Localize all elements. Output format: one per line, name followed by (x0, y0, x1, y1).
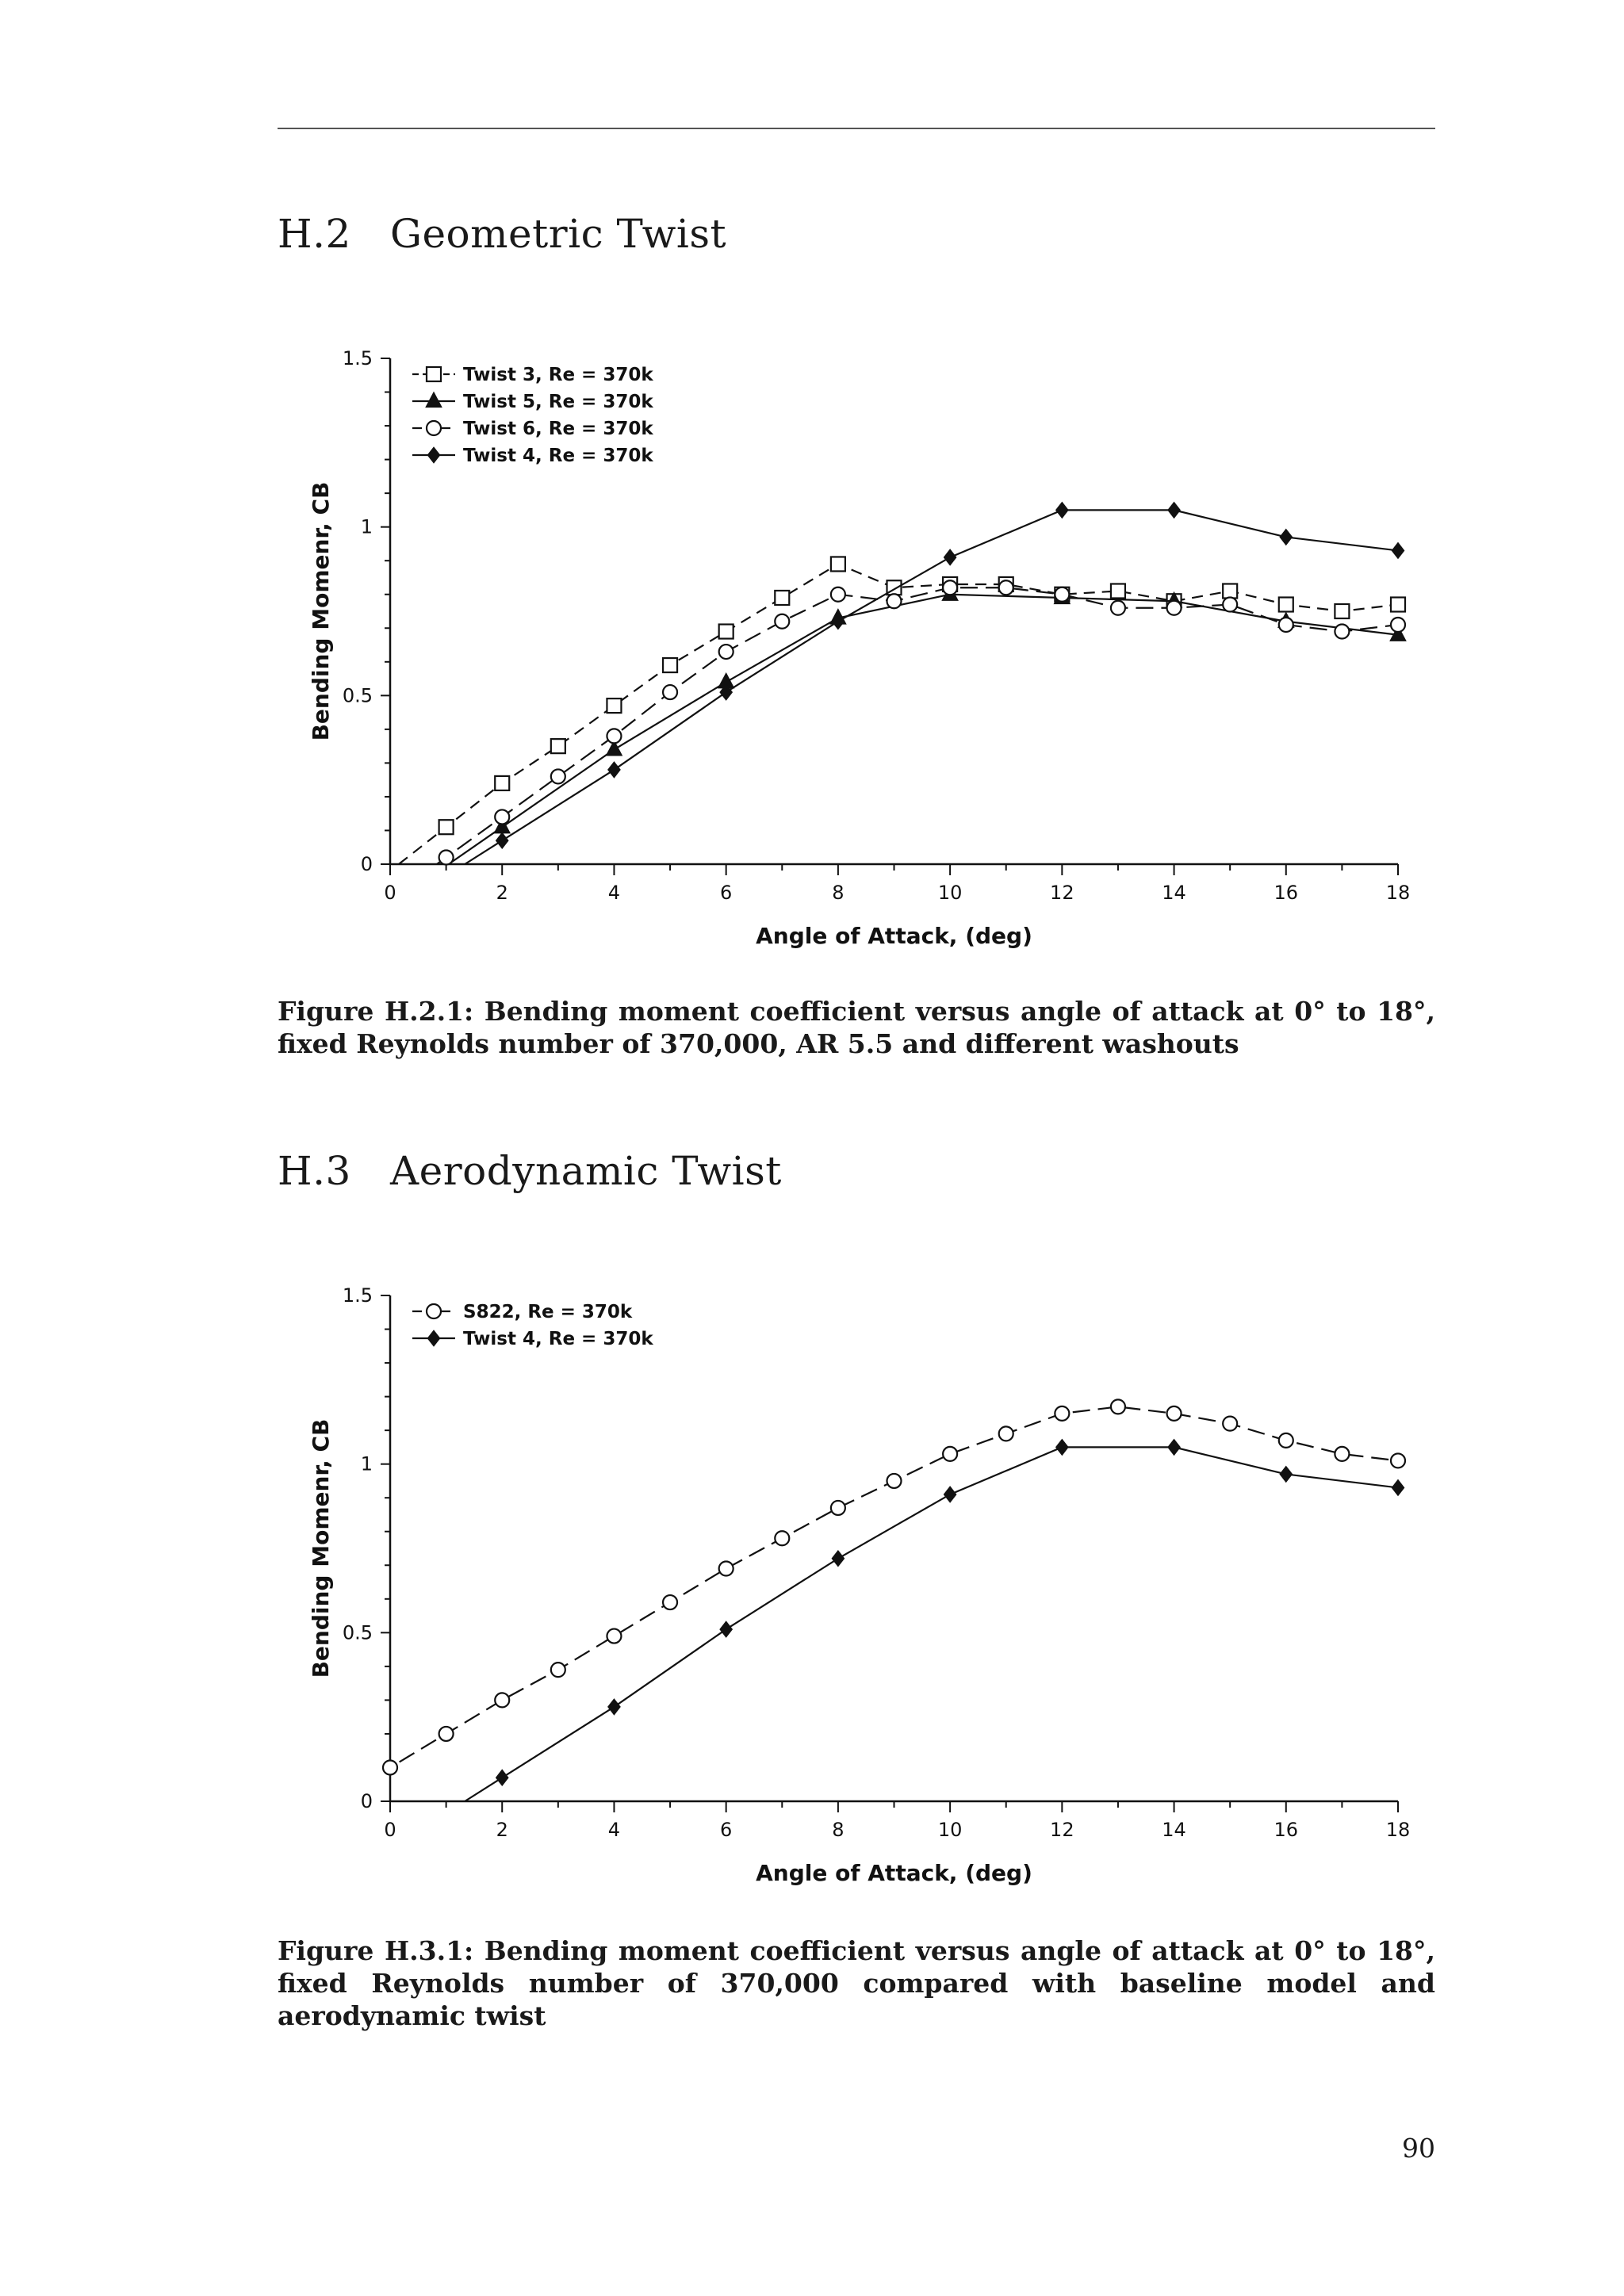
series-twist-3 (399, 557, 1405, 864)
data-point (439, 850, 454, 864)
data-point (1391, 597, 1405, 611)
data-point (607, 698, 621, 713)
data-point (608, 1700, 619, 1714)
bending-moment-chart-aerodynamic-twist (301, 1278, 1427, 1896)
x-tick-label: 18 (1385, 882, 1411, 904)
data-point (944, 1487, 956, 1502)
data-point (719, 645, 733, 659)
x-tick-label: 6 (720, 1819, 733, 1841)
data-point (495, 809, 509, 824)
data-point (1281, 1467, 1292, 1481)
x-tick-label: 18 (1385, 1819, 1411, 1841)
data-point (831, 587, 845, 602)
data-point (1279, 597, 1293, 611)
legend (412, 365, 653, 466)
data-point (1223, 584, 1237, 598)
series-twist-6 (437, 580, 1405, 864)
data-point (1335, 625, 1349, 639)
x-tick-label: 4 (607, 1819, 621, 1841)
series-twist-4 (465, 1440, 1404, 1801)
data-point (1281, 530, 1292, 544)
x-tick-label: 14 (1162, 882, 1186, 904)
legend-marker (427, 421, 441, 435)
data-point (719, 1562, 733, 1576)
y-tick-label: 1 (360, 515, 373, 538)
data-point (1392, 1480, 1404, 1494)
data-point (775, 614, 789, 629)
data-point (943, 580, 957, 595)
data-point (1391, 618, 1405, 632)
x-axis-label: Angle of Attack, (deg) (756, 1860, 1032, 1886)
data-point (439, 820, 454, 834)
x-tick-label: 14 (1162, 1819, 1186, 1841)
data-point (1223, 1417, 1237, 1431)
data-point (831, 1501, 845, 1515)
data-point (944, 550, 956, 564)
x-tick-label: 10 (937, 1819, 963, 1841)
x-tick-label: 2 (496, 1819, 508, 1841)
figure-caption-h31: Figure H.3.1: Bending moment coefficient versus angle of attack at 0° to 18°, fixed Reynolds number of 370,000 compared with baseline model and aerodynamic twist (278, 1935, 1435, 2031)
data-point (1169, 1440, 1180, 1454)
data-point (495, 776, 509, 790)
data-point (663, 1595, 677, 1609)
header-rule (278, 128, 1435, 129)
data-point (719, 625, 733, 639)
x-tick-label: 0 (384, 1819, 396, 1841)
series-line (334, 1406, 1398, 1801)
data-point (1279, 618, 1293, 632)
series-line (399, 564, 1398, 864)
data-point (1111, 584, 1125, 598)
figure-caption-h21: Figure H.2.1: Bending moment coefficient versus angle of attack at 0° to 18°, fixed Reynolds number of 370,000, AR 5.5 and different washouts (278, 996, 1435, 1059)
data-point (608, 763, 619, 777)
data-point (833, 1552, 844, 1566)
legend-marker (427, 393, 441, 407)
legend-marker (428, 448, 439, 462)
y-tick-label: 1 (360, 1452, 373, 1475)
section-number: H.3 (278, 1148, 351, 1194)
data-point (1169, 503, 1180, 517)
data-point (551, 769, 565, 783)
data-point (1279, 1433, 1293, 1448)
x-tick-label: 16 (1274, 882, 1299, 904)
data-point (1167, 1406, 1182, 1421)
data-point (1392, 543, 1404, 557)
section-heading-geometric-twist (278, 211, 726, 257)
data-point (1335, 604, 1349, 618)
data-point (887, 594, 902, 608)
data-point (1056, 1440, 1067, 1454)
data-point (1055, 587, 1069, 602)
y-axis-label: Bending Momenr, CB (308, 1418, 334, 1678)
legend-marker (427, 1304, 441, 1318)
legend-label: Twist 3, Re = 370k (463, 365, 653, 385)
data-point (607, 1629, 621, 1644)
y-axis-label: Bending Momenr, CB (308, 481, 334, 741)
legend-label: Twist 6, Re = 370k (463, 419, 653, 439)
x-tick-label: 16 (1274, 1819, 1299, 1841)
series-twist-4 (465, 503, 1404, 864)
series-s822 (334, 1399, 1405, 1801)
data-point (551, 1663, 565, 1677)
x-tick-label: 10 (937, 882, 963, 904)
x-axis-label: Angle of Attack, (deg) (756, 923, 1032, 949)
data-point (999, 580, 1013, 595)
x-tick-label: 12 (1050, 882, 1074, 904)
data-point (943, 1447, 957, 1461)
data-point (1167, 601, 1182, 615)
data-point (439, 1727, 454, 1741)
page-number: 90 (1402, 2133, 1435, 2164)
data-point (495, 1693, 509, 1707)
series-line (437, 587, 1398, 864)
x-tick-label: 12 (1050, 1819, 1074, 1841)
section-title-text: Aerodynamic Twist (390, 1148, 782, 1194)
x-tick-label: 8 (832, 882, 845, 904)
data-point (1111, 1399, 1125, 1414)
data-point (551, 739, 565, 753)
x-tick-label: 8 (832, 1819, 845, 1841)
x-tick-label: 4 (607, 882, 621, 904)
data-point (383, 1760, 397, 1774)
y-tick-label: 0 (360, 1790, 373, 1812)
series-twist-5 (449, 587, 1405, 864)
legend-marker (427, 367, 441, 381)
data-point (1111, 601, 1125, 615)
data-point (663, 658, 677, 672)
data-point (999, 1426, 1013, 1441)
y-tick-label: 1.5 (342, 347, 373, 369)
data-point (721, 1622, 732, 1636)
section-title-text: Geometric Twist (390, 211, 727, 257)
section-number: H.2 (278, 211, 351, 257)
data-point (663, 685, 677, 699)
x-tick-label: 2 (496, 882, 508, 904)
data-point (1223, 597, 1237, 611)
series-line (465, 1447, 1398, 1801)
data-point (1335, 1447, 1349, 1461)
bending-moment-chart-geometric-twist (301, 341, 1427, 959)
legend-label: Twist 4, Re = 370k (463, 1329, 653, 1349)
data-point (887, 1474, 902, 1488)
data-point (607, 729, 621, 743)
y-tick-label: 0.5 (342, 1621, 373, 1644)
data-point (1055, 1406, 1069, 1421)
legend-marker (428, 1331, 439, 1345)
data-point (1391, 1453, 1405, 1468)
legend-label: Twist 5, Re = 370k (463, 392, 653, 412)
legend-label: Twist 4, Re = 370k (463, 446, 653, 466)
series-line (465, 510, 1398, 864)
y-tick-label: 0.5 (342, 684, 373, 707)
data-point (1056, 503, 1067, 517)
x-tick-label: 0 (384, 882, 396, 904)
data-point (496, 833, 508, 848)
x-tick-label: 6 (720, 882, 733, 904)
legend-label: S822, Re = 370k (463, 1302, 633, 1322)
data-point (496, 1770, 508, 1785)
data-point (831, 557, 845, 571)
data-point (775, 591, 789, 605)
legend (412, 1302, 653, 1349)
y-tick-label: 0 (360, 853, 373, 875)
section-heading-aerodynamic-twist (278, 1148, 782, 1194)
data-point (775, 1531, 789, 1545)
y-tick-label: 1.5 (342, 1284, 373, 1307)
series-line (449, 595, 1398, 864)
